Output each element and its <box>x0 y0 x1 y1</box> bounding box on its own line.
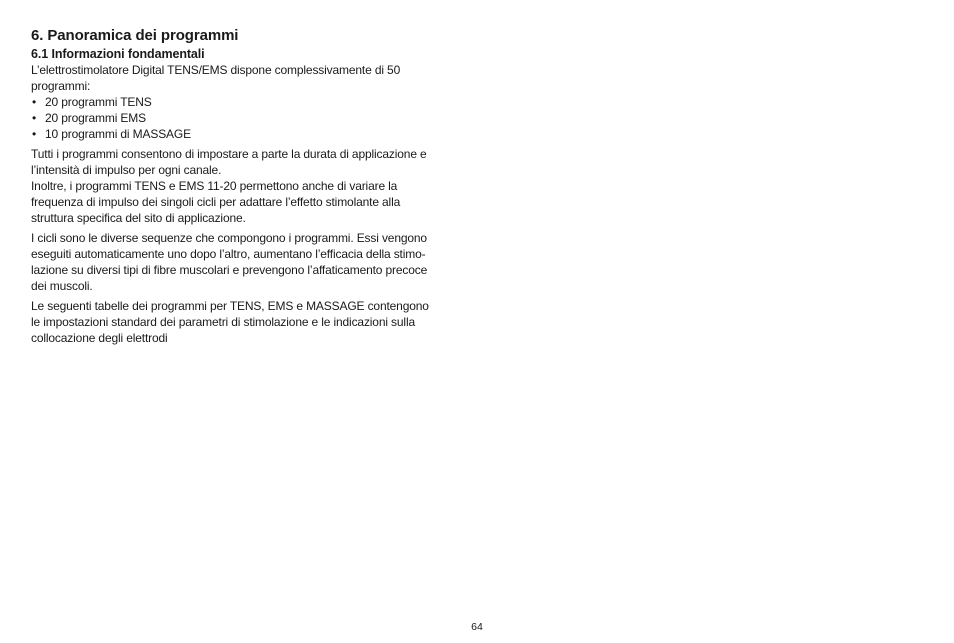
text-line: Tutti i programmi consentono di impostare a parte la durata di applicazione e <box>31 147 427 161</box>
bullet-icon: • <box>32 111 37 125</box>
text-line: Le seguenti tabelle dei programmi per TENS, EMS e MASSAGE contengono <box>31 299 429 313</box>
text-line: programmi: <box>31 79 91 93</box>
text-line: collocazione degli elettrodi <box>31 331 168 345</box>
text-line: L’elettrostimolatore Digital TENS/EMS dispone complessivamente di 50 <box>31 63 401 77</box>
section-heading: 6. Panoramica dei programmi <box>31 27 239 44</box>
list-item <box>31 110 481 126</box>
paragraph-3 <box>31 230 481 294</box>
list-item-label: 20 programmi TENS <box>45 95 152 109</box>
text-line: le impostazioni standard dei parametri di stimolazione e le indicazioni sulla <box>31 315 415 329</box>
bullet-icon: • <box>32 127 37 141</box>
text-line: l’intensità di impulso per ogni canale. <box>31 163 222 177</box>
paragraph-4 <box>31 298 481 346</box>
text-line: struttura specifica del sito di applicazione. <box>31 211 246 225</box>
program-list <box>31 94 481 142</box>
list-item-label: 20 programmi EMS <box>45 111 146 125</box>
text-line: frequenza di impulso dei singoli cicli per adattare l’effetto stimolante alla <box>31 195 401 209</box>
list-item-label: 10 programmi di MASSAGE <box>45 127 191 141</box>
list-item <box>31 126 481 142</box>
text-line: lazione su diversi tipi di fibre muscolari e prevengono l’affaticamento precoce <box>31 263 428 277</box>
text-line: Inoltre, i programmi TENS e EMS 11-20 permettono anche di variare la <box>31 179 398 193</box>
text-line: dei muscoli. <box>31 279 93 293</box>
text-line: eseguiti automaticamente uno dopo l’altro, aumentano l’efficacia della stimo- <box>31 247 426 261</box>
subsection-heading: 6.1 Informazioni fondamentali <box>31 47 205 61</box>
paragraph-2 <box>31 178 481 226</box>
document-column <box>31 27 481 346</box>
text-line: I cicli sono le diverse sequenze che compongono i programmi. Essi vengono <box>31 231 427 245</box>
paragraph-1 <box>31 146 481 178</box>
bullet-icon: • <box>32 95 37 109</box>
intro-paragraph <box>31 62 481 94</box>
list-item <box>31 94 481 110</box>
page-number: 64 <box>471 621 483 633</box>
